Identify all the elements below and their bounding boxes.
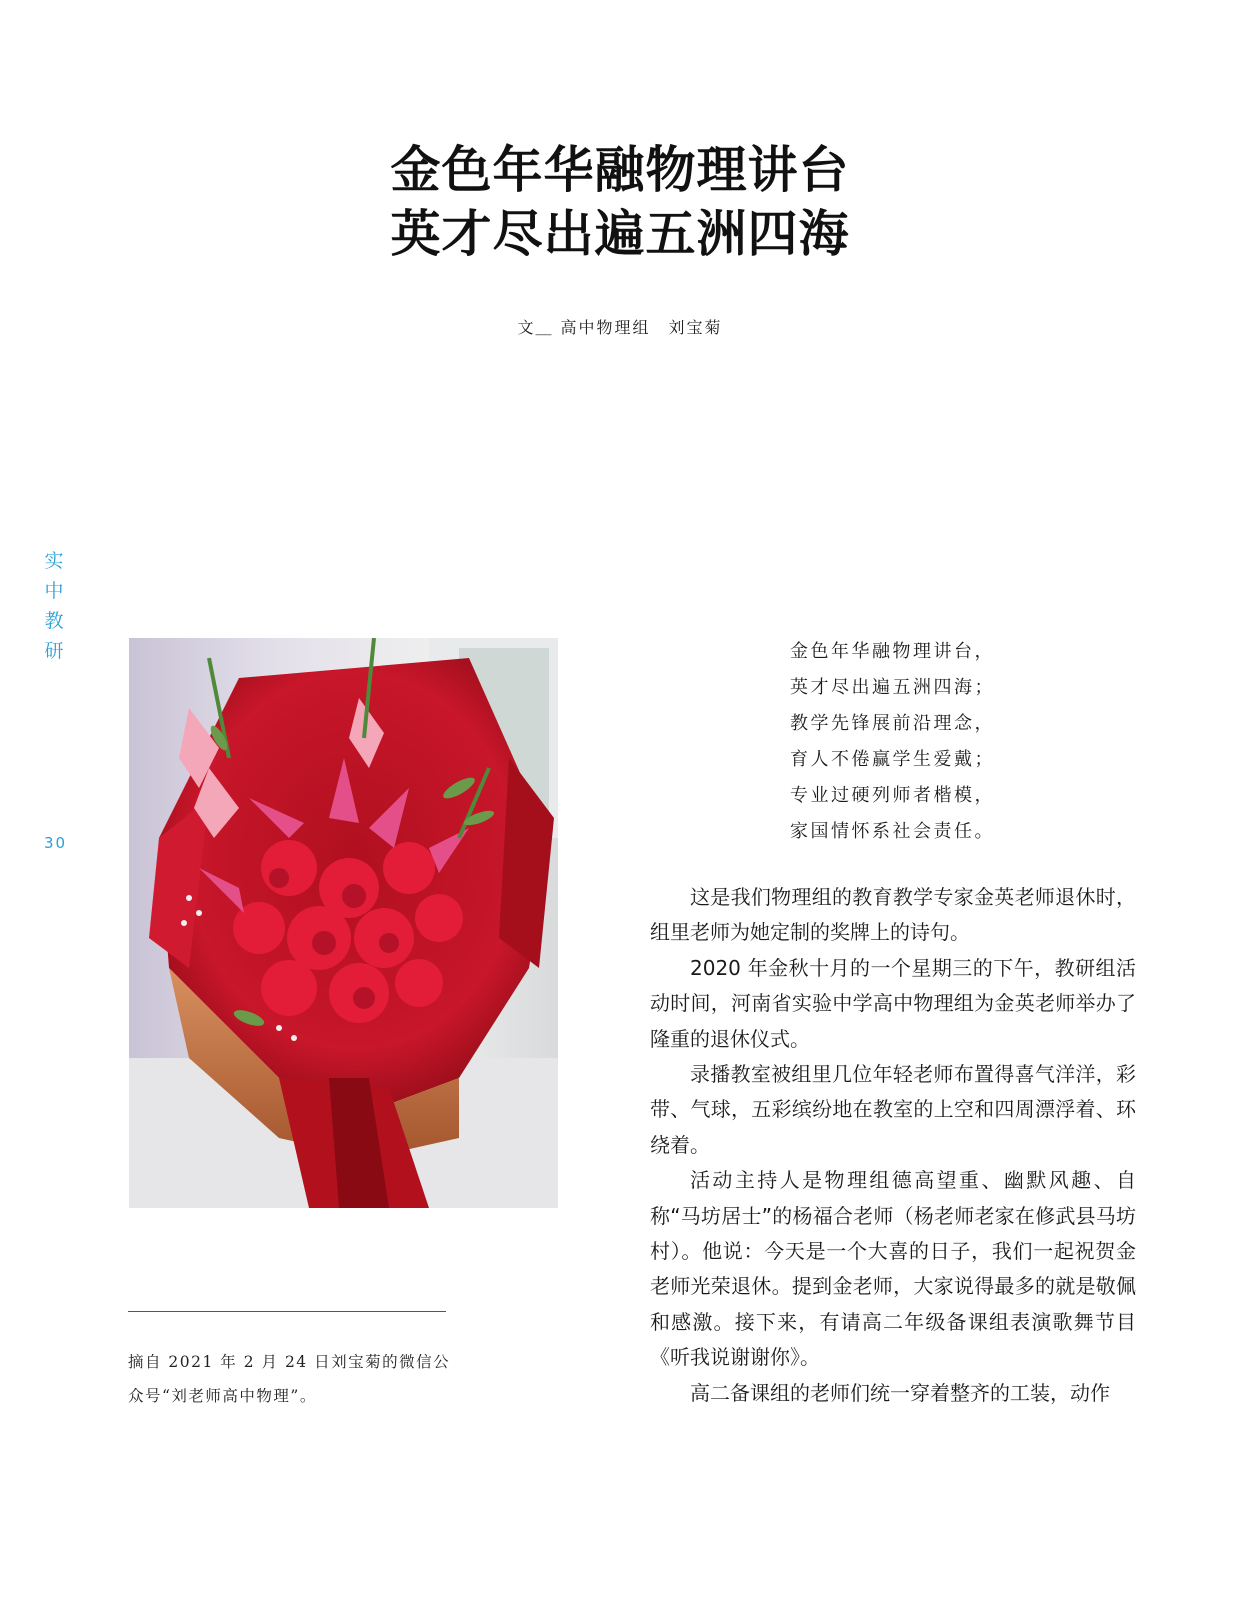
poem-line: 教学先锋展前沿理念， [790,713,995,734]
section-char: 中 [44,580,64,602]
section-label [42,546,66,666]
poem [790,634,995,850]
poem-line: 专业过硬列师者楷模， [790,785,995,806]
section-char: 教 [44,610,64,632]
title-line-1: 金色年华融物理讲台 [390,140,850,199]
body-paragraph: 录播教室被组里几位年轻老师布置得喜气洋洋，彩带、气球，五彩缤纷地在教室的上空和四周漂浮着、环绕着。 [650,1062,1136,1157]
flower-bouquet-photo [129,638,558,1208]
body-paragraph: 活动主持人是物理组德高望重、幽默风趣、自称“马坊居士”的杨福合老师（杨老师老家在修武县马坊村）。他说：今天是一个大喜的日子，我们一起祝贺金老师光荣退休。提到金老师，大家说得最多的就是敬佩和感激。接下来，有请高二年级备课组表演歌舞节目《听我说谢谢你》。 [650,1168,1136,1370]
section-char: 实 [44,550,64,572]
article-body [650,880,1136,1411]
title-line-2: 英才尽出遍五洲四海 [390,204,850,263]
poem-line: 育人不倦赢学生爱戴； [790,749,995,770]
page-number: 30 [44,834,68,852]
photo-caption: 摘自 2021 年 2 月 24 日刘宝菊的微信公众号“刘老师高中物理”。 [128,1353,451,1405]
section-char: 研 [44,640,64,662]
caption-divider [128,1311,446,1312]
poem-line: 金色年华融物理讲台， [790,641,995,662]
poem-line: 英才尽出遍五洲四海； [790,677,995,698]
poem-line: 家国情怀系社会责任。 [790,821,995,842]
body-paragraph: 这是我们物理组的教育教学专家金英老师退休时，组里老师为她定制的奖牌上的诗句。 [650,885,1136,945]
body-paragraph: 2020 年金秋十月的一个星期三的下午，教研组活动时间，河南省实验中学高中物理组为金英老师举办了隆重的退休仪式。 [650,955,1136,1051]
article-title [0,138,1240,266]
byline: 文＿ 高中物理组 刘宝菊 [517,318,723,337]
body-paragraph: 高二备课组的老师们统一穿着整齐的工装，动作 [690,1380,1110,1405]
